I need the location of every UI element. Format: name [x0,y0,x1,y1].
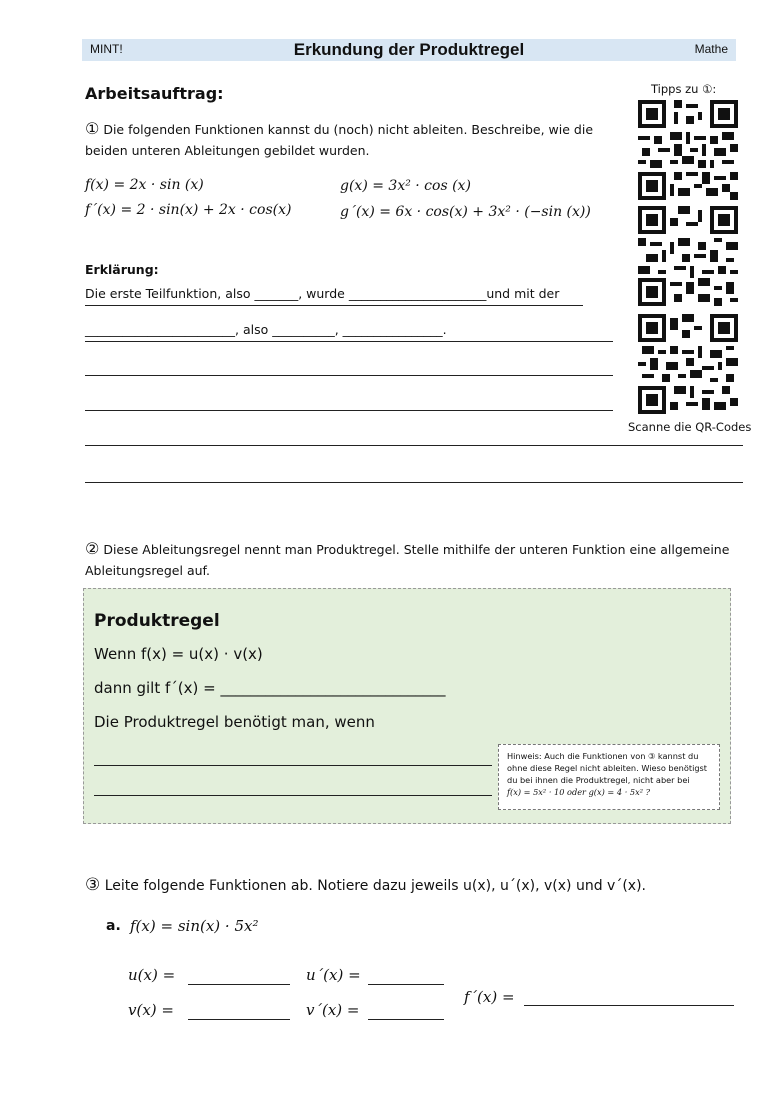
hint-box: Hinweis: Auch die Funktionen von ③ kannst du ohne diese Regel nicht ableiten. Wieso benötigst du bei ihnen die Produktregel, nicht aber bei f(x) = 5x² · 10 oder g(x) = 4 · 5x² ? [498,744,720,810]
v-label: v(x) = [128,1001,174,1019]
task3-number: ③ [85,875,101,895]
answer-line [368,984,444,985]
explanation-line-1: Die erste Teilfunktion, also _______, wurde ______________________und mit der [85,286,560,301]
explanation-label: Erklärung: [85,262,159,277]
page-title: Erkundung der Produktregel [293,40,525,59]
answer-line [524,1005,734,1006]
box-title: Produktregel [94,611,220,631]
box-row-needed: Die Produktregel benötigt man, wenn [94,713,375,731]
explanation-line-2: ________________________, also __________, ________________. [85,322,447,337]
function-g-prime: g´(x) = 6x · cos(x) + 3x² · (−sin (x)) [340,204,591,220]
header-bar [82,39,736,61]
task-heading: Arbeitsauftrag: [85,84,224,103]
answer-line [85,410,613,411]
qr-caption: Scanne die QR-Codes [628,420,752,434]
u-label: u(x) = [128,966,176,984]
task1-text-2: beiden unteren Ableitungen gebildet wurden. [85,143,370,158]
header-right: Mathe [694,42,728,56]
qr-code-icon[interactable] [638,206,738,306]
item-a-function: f(x) = sin(x) · 5x² [130,917,259,935]
qr-code-icon[interactable] [638,314,738,414]
task2-text-1: ② Diese Ableitungsregel nennt man Produktregel. Stelle mithilfe der unteren Funktion eine allgemeine [85,539,730,558]
answer-line [85,445,743,446]
answer-line [85,305,583,306]
f-prime-label: f´(x) = [464,988,515,1006]
tips-label: Tipps zu ①: [651,82,717,96]
v-prime-label: v´(x) = [306,1001,360,1019]
answer-line [188,1019,290,1020]
function-g: g(x) = 3x² · cos (x) [340,178,471,194]
task1-text-1: ① Die folgenden Funktionen kannst du (noch) nicht ableiten. Beschreibe, wie die [85,119,594,138]
header-left: MINT! [90,42,123,56]
task2-number: ② [85,539,100,558]
answer-line [85,375,613,376]
qr-code-icon[interactable] [638,100,738,200]
answer-line [368,1019,444,1020]
box-row-if: Wenn f(x) = u(x) · v(x) [94,645,263,663]
answer-line [188,984,290,985]
answer-line [94,765,492,766]
function-f-prime: f´(x) = 2 · sin(x) + 2x · cos(x) [85,202,292,218]
u-prime-label: u´(x) = [306,966,361,984]
answer-line [85,341,613,342]
task1-number: ① [85,119,100,138]
item-a-label: a. [106,918,121,934]
box-row-then: dann gilt f´(x) = ______________________________ [94,679,446,697]
answer-line [94,795,492,796]
task3-text: ③ Leite folgende Funktionen ab. Notiere dazu jeweils u(x), u´(x), v(x) und v´(x). [85,875,646,895]
function-f: f(x) = 2x · sin (x) [85,177,204,193]
answer-line [85,482,743,483]
task2-text-2: Ableitungsregel auf. [85,563,210,578]
